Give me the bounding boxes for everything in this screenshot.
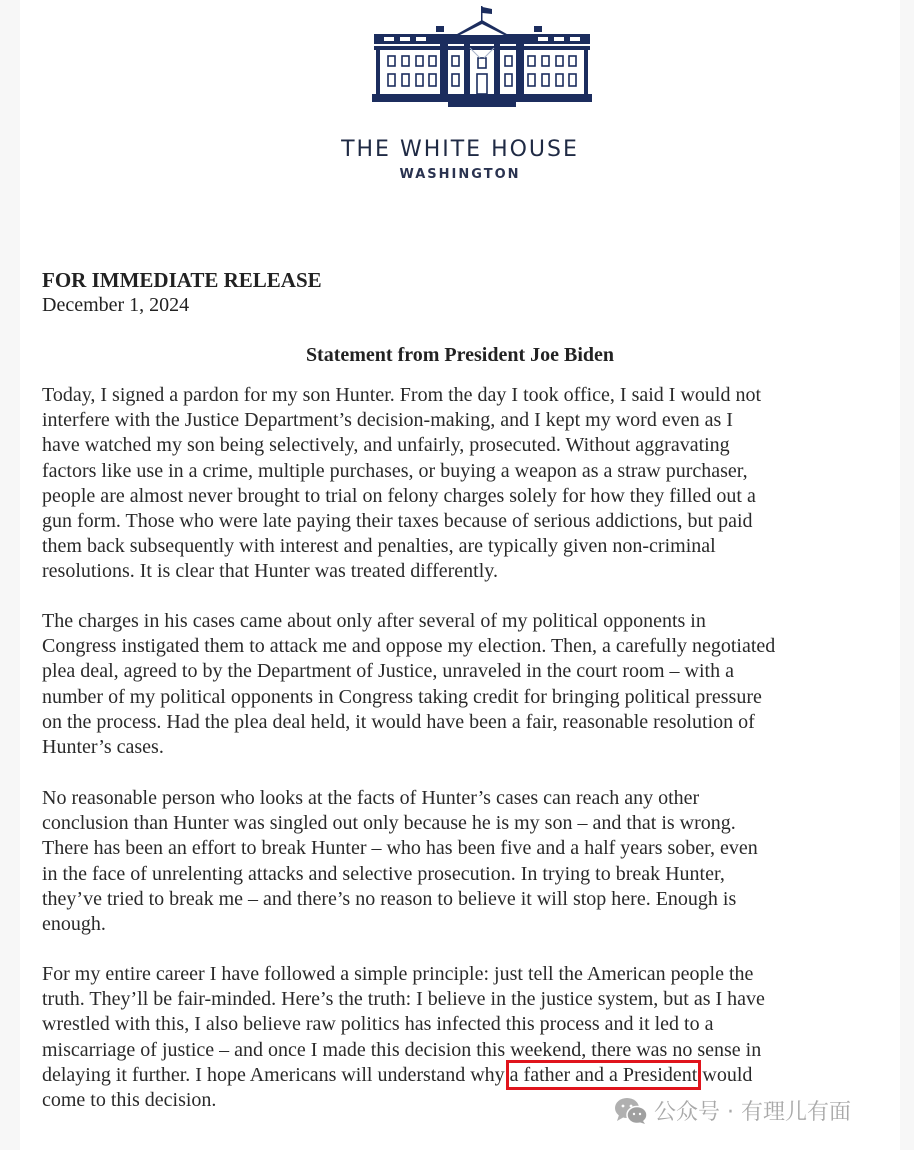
paragraph-4-text-before: For my entire career I have followed a simple principle: just tell the American people the truth. They’ll be fair-minded. Here’s the truth: I believe in the justice system, but as I have wrestled with this, I also believe raw politics has infected this process and it led to a miscarriage of justice – and once I made this decision this weekend, there was no sense in delaying it further. I hope Americans will understand why <box>42 963 765 1086</box>
wechat-icon <box>614 1097 648 1125</box>
statement-title: Statement from President Joe Biden <box>305 344 615 366</box>
paragraph-2: The charges in his cases came about only after several of my political opponents in Congress instigated them to attack me and oppose my election. Then, a carefully negotiated plea deal, agreed to by the Department of Justice, unraveled in the court room – with a number of my political opponents in Congress taking credit for bringing political pressure on the process. Had the plea deal held, it would have been a fair, reasonable resolution of Hunter’s cases. <box>42 610 776 759</box>
white-house-title: THE WHITE HOUSE <box>341 137 579 162</box>
white-house-building-icon <box>368 4 596 108</box>
highlighted-phrase: a father and a President <box>509 1063 698 1086</box>
watermark <box>614 1095 851 1126</box>
paragraph-3: No reasonable person who looks at the facts of Hunter’s cases can reach any other conclusion than Hunter was singled out only because he is my son – and that is wrong. There has been an effort to break Hunter – who has been five and a half years sober, even in the face of unrelenting attacks and selective prosecution. In trying to break Hunter, they’ve tried to break me – and there’s no reason to believe it will stop here. Enough is enough. <box>42 787 758 936</box>
release-date: December 1, 2024 <box>42 294 190 316</box>
white-house-subtitle: WASHINGTON <box>399 167 521 182</box>
paragraph-1: Today, I signed a pardon for my son Hunter. From the day I took office, I said I would not interfere with the Justice Department’s decision-making, and I kept my word even as I have watched my son being selectively, and unfairly, prosecuted. Without aggravating factors like use in a crime, multiple purchases, or buying a weapon as a straw purchaser, people are almost never brought to trial on felony charges solely for how they filled out a gun form. Those who were late paying their taxes because of serious addictions, but paid them back subsequently with interest and penalties, are typically given non-criminal resolutions. It is clear that Hunter was treated differently. <box>42 384 762 583</box>
release-label: FOR IMMEDIATE RELEASE <box>42 268 322 292</box>
paragraph-4-text-after: would come to this decision. <box>42 1063 753 1112</box>
paragraph-4 <box>42 962 872 1113</box>
watermark-text: 公众号 · 有理儿有面 <box>654 1100 851 1125</box>
